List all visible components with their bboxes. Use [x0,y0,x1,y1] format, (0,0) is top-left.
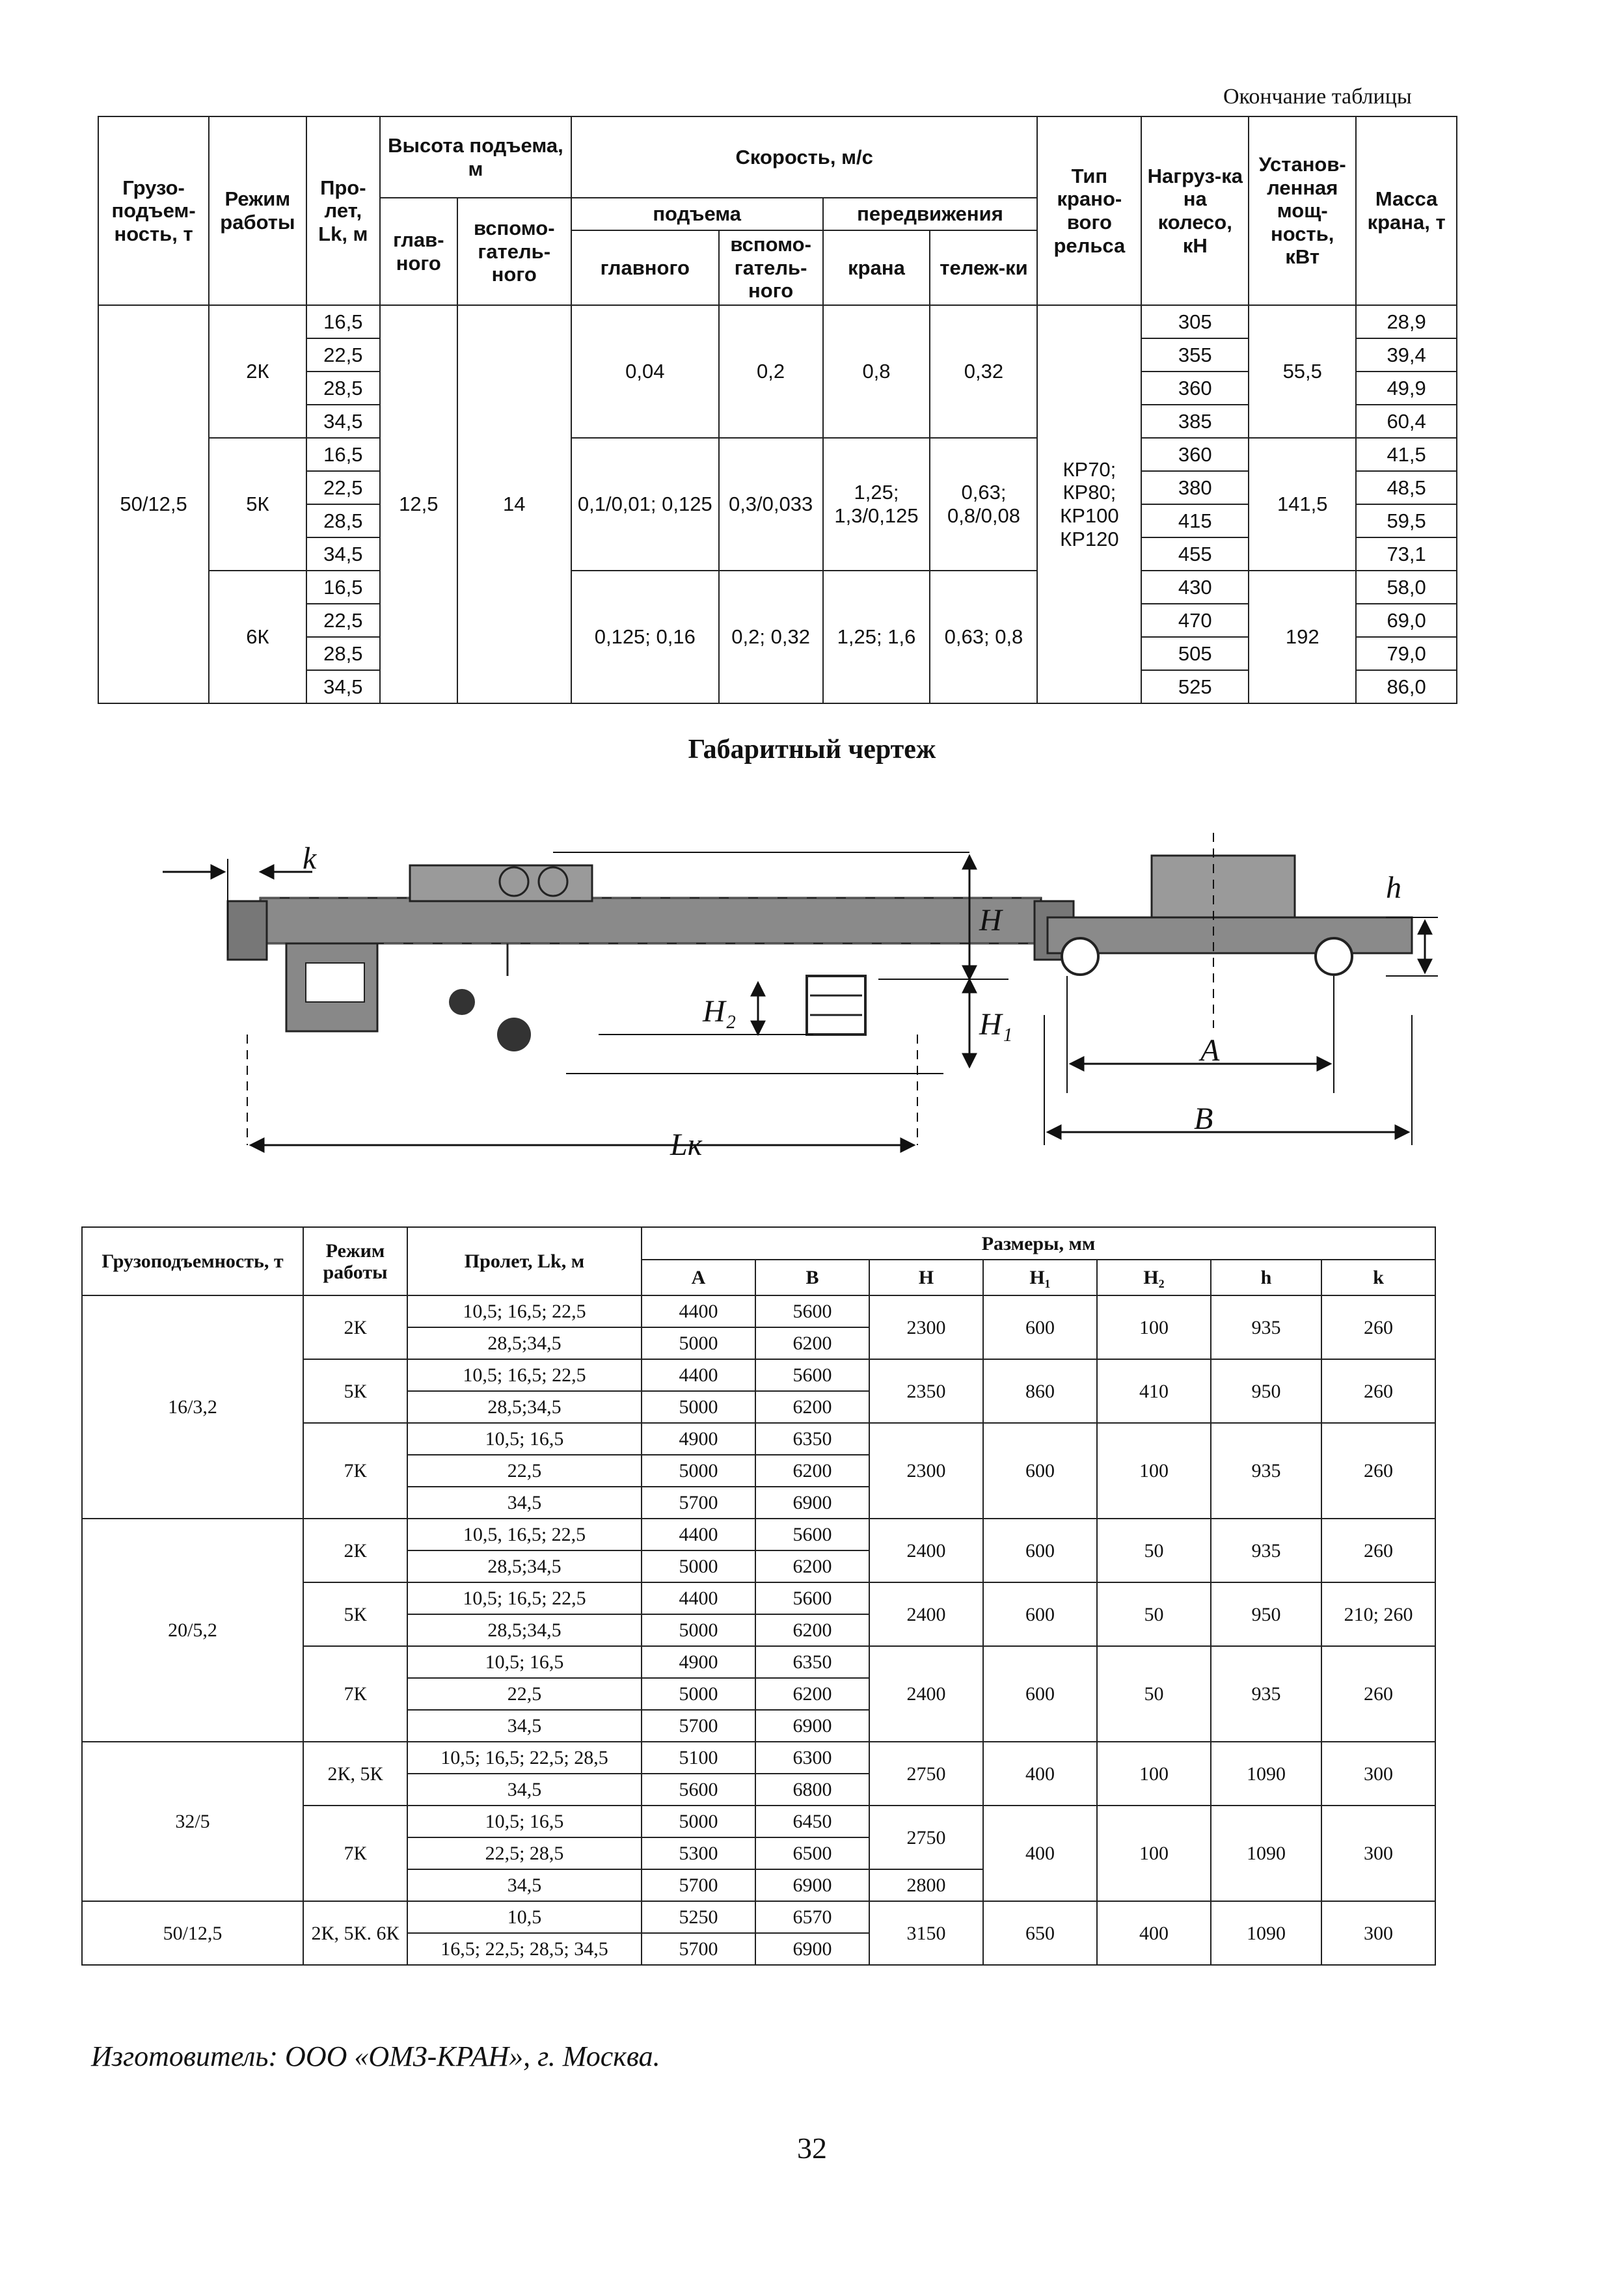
th2-capacity: Грузоподъемность, т [82,1227,303,1295]
th-power: Установ-ленная мощ-ность, кВт [1249,116,1356,305]
cell2-span: 22,5; 28,5 [407,1837,642,1869]
cell2-h: 935 [1211,1646,1321,1742]
cell2-span: 34,5 [407,1869,642,1901]
manufacturer-note: Изготовитель: ООО «ОМЗ-КРАН», г. Москва. [91,2040,660,2072]
table-continuation-caption: Окончание таблицы [1223,85,1412,109]
th-rail: Тип крано-вого рельса [1037,116,1141,305]
cell-span: 28,5 [306,372,380,405]
cell2-B: 6800 [755,1774,869,1806]
cell-span: 28,5 [306,504,380,537]
cell-mode: 6К [209,571,306,703]
cell2-capacity: 20/5,2 [82,1519,303,1742]
cell-load: 385 [1141,405,1249,438]
th-travel-group: передвижения [823,198,1038,230]
cell2-H: 2750 [869,1742,983,1806]
th-height-main: глав-ного [380,198,457,305]
cell2-k: 300 [1321,1901,1435,1965]
cell-height-aux: 14 [457,305,571,703]
cell2-span: 34,5 [407,1487,642,1519]
cell2-B: 6200 [755,1550,869,1582]
cell2-A: 5700 [642,1869,755,1901]
cell-span: 16,5 [306,305,380,338]
cell2-H: 2750 [869,1806,983,1869]
cell-mass: 49,9 [1356,372,1457,405]
cell2-capacity: 50/12,5 [82,1901,303,1965]
cell2-H1: 600 [983,1423,1097,1519]
cell2-capacity: 32/5 [82,1742,303,1901]
cell-load: 380 [1141,471,1249,504]
cell2-A: 5000 [642,1327,755,1359]
cell2-B: 5600 [755,1359,869,1391]
cell2-A: 5000 [642,1614,755,1646]
cell-load: 415 [1141,504,1249,537]
cell2-H: 2400 [869,1646,983,1742]
cell-load: 305 [1141,305,1249,338]
th-load: Нагруз-ка на колесо, кН [1141,116,1249,305]
cell2-k: 260 [1321,1423,1435,1519]
cell2-A: 5100 [642,1742,755,1774]
cell2-H1: 860 [983,1359,1097,1423]
cell2-span: 22,5 [407,1455,642,1487]
cell2-H: 2400 [869,1519,983,1582]
cell-span: 28,5 [306,637,380,670]
crane-side-view [228,865,1074,1051]
label-B: B [1194,1102,1213,1136]
cell2-A: 5000 [642,1455,755,1487]
cell2-h: 935 [1211,1295,1321,1359]
th2-h: h [1211,1260,1321,1295]
cell2-k: 260 [1321,1646,1435,1742]
cell2-span: 10,5; 16,5; 22,5 [407,1582,642,1614]
cell2-k: 300 [1321,1806,1435,1901]
cell-span: 34,5 [306,405,380,438]
cell2-B: 6350 [755,1423,869,1455]
cell2-A: 5000 [642,1678,755,1710]
cell2-H: 2350 [869,1359,983,1423]
cell-lift-main: 0,04 [571,305,719,438]
cell2-span: 16,5; 22,5; 28,5; 34,5 [407,1933,642,1965]
cell2-B: 6500 [755,1837,869,1869]
cell2-B: 6450 [755,1806,869,1837]
cell2-h: 935 [1211,1519,1321,1582]
cell2-H1: 600 [983,1519,1097,1582]
cell-lift-aux: 0,3/0,033 [719,438,823,571]
cell2-H2: 50 [1097,1646,1211,1742]
cell2-A: 4400 [642,1519,755,1550]
cell2-A: 4400 [642,1582,755,1614]
th-span: Про-лет, Lk, м [306,116,380,305]
cell-lift-aux: 0,2; 0,32 [719,571,823,703]
th-capacity: Грузо-подъем-ность, т [98,116,209,305]
cell2-h: 950 [1211,1582,1321,1646]
cell-span: 22,5 [306,338,380,372]
cell-lift-main: 0,1/0,01; 0,125 [571,438,719,571]
th-mass: Масса крана, т [1356,116,1457,305]
dimension-drawing [163,820,1464,1184]
cell2-B: 5600 [755,1295,869,1327]
crane-end-view [1048,833,1412,1028]
cell-span: 22,5 [306,471,380,504]
cell2-B: 5600 [755,1582,869,1614]
th2-H: H [869,1260,983,1295]
cell2-H: 2300 [869,1295,983,1359]
cell2-A: 4900 [642,1423,755,1455]
cell-span: 22,5 [306,604,380,637]
cell2-B: 6200 [755,1614,869,1646]
cell2-span: 10,5; 16,5 [407,1646,642,1678]
cell-capacity: 50/12,5 [98,305,209,703]
cell-travel-crane: 1,25; 1,6 [823,571,930,703]
cell-mass: 86,0 [1356,670,1457,703]
cell2-A: 4400 [642,1295,755,1327]
cell2-H2: 410 [1097,1359,1211,1423]
cell-load: 355 [1141,338,1249,372]
cell-mode: 2К [209,305,306,438]
cell-height-main: 12,5 [380,305,457,703]
cell2-B: 6200 [755,1327,869,1359]
cell2-A: 4900 [642,1646,755,1678]
cell-lift-main: 0,125; 0,16 [571,571,719,703]
th2-span: Пролет, Lk, м [407,1227,642,1295]
cell2-A: 5700 [642,1933,755,1965]
cell-load: 430 [1141,571,1249,604]
cell-rail: КР70; КР80; КР100 КР120 [1037,305,1141,703]
cell2-mode: 5К [303,1359,407,1423]
label-A: A [1200,1033,1220,1068]
drawing-title: Габаритный чертеж [688,735,936,765]
cell-mass: 79,0 [1356,637,1457,670]
cell-travel-crane: 1,25; 1,3/0,125 [823,438,930,571]
cell2-span: 10,5; 16,5 [407,1806,642,1837]
cell2-A: 5250 [642,1901,755,1933]
cell-travel-trolley: 0,32 [930,305,1037,438]
cell-span: 16,5 [306,571,380,604]
cell2-span: 10,5, 16,5; 22,5 [407,1519,642,1550]
cell-travel-crane: 0,8 [823,305,930,438]
cell2-mode: 2К [303,1519,407,1582]
th-height-aux: вспомо-гатель-ного [457,198,571,305]
cell-mass: 58,0 [1356,571,1457,604]
cell-mode: 5К [209,438,306,571]
th2-mode: Режим работы [303,1227,407,1295]
cell2-H2: 100 [1097,1742,1211,1806]
dimensions-table [81,1226,1436,1966]
cell2-span: 22,5 [407,1678,642,1710]
cell2-span: 10,5 [407,1901,642,1933]
th2-B: B [755,1260,869,1295]
label-H2: H₂ [703,994,737,1029]
cell-load: 360 [1141,372,1249,405]
cell2-mode: 7К [303,1646,407,1742]
cell-load: 525 [1141,670,1249,703]
cell2-B: 6350 [755,1646,869,1678]
cell2-H1: 400 [983,1806,1097,1901]
cell2-B: 6570 [755,1901,869,1933]
cell2-H2: 100 [1097,1295,1211,1359]
cell2-mode: 2К [303,1295,407,1359]
cell2-mode: 5К [303,1582,407,1646]
cell2-H2: 50 [1097,1519,1211,1582]
th-speed-group: Скорость, м/с [571,116,1038,198]
label-H1: H₁ [979,1007,1013,1042]
cell2-k: 210; 260 [1321,1582,1435,1646]
cell2-H1: 600 [983,1646,1097,1742]
cell-mass: 48,5 [1356,471,1457,504]
cell-span: 34,5 [306,537,380,571]
cell-mass: 39,4 [1356,338,1457,372]
th-height-group: Высота подъема, м [380,116,571,198]
cell2-A: 5600 [642,1774,755,1806]
cell-travel-trolley: 0,63; 0,8/0,08 [930,438,1037,571]
th-lift-main: главного [571,230,719,305]
cell2-B: 6200 [755,1455,869,1487]
cell2-H1: 600 [983,1295,1097,1359]
cell2-B: 5600 [755,1519,869,1550]
cell2-H1: 400 [983,1742,1097,1806]
cell-load: 505 [1141,637,1249,670]
cell2-H: 2800 [869,1869,983,1901]
cell2-k: 260 [1321,1519,1435,1582]
cell-travel-trolley: 0,63; 0,8 [930,571,1037,703]
cell2-H1: 600 [983,1582,1097,1646]
cell-span: 34,5 [306,670,380,703]
cell2-span: 34,5 [407,1710,642,1742]
label-H: H [979,903,1002,938]
cell2-B: 6200 [755,1391,869,1423]
cell2-B: 6900 [755,1710,869,1742]
label-Lk: Lк [670,1128,703,1162]
th2-H1: H₁ [983,1260,1097,1295]
th2-k: k [1321,1260,1435,1295]
cell2-H2: 50 [1097,1582,1211,1646]
cell-power: 192 [1249,571,1356,703]
cell2-mode: 7К [303,1423,407,1519]
cell2-H: 2300 [869,1423,983,1519]
cell2-h: 950 [1211,1359,1321,1423]
cell2-span: 10,5; 16,5; 22,5 [407,1359,642,1391]
cell-mass: 59,5 [1356,504,1457,537]
cell-mass: 69,0 [1356,604,1457,637]
cell2-B: 6300 [755,1742,869,1774]
th2-dims: Размеры, мм [642,1227,1435,1260]
cell2-span: 28,5;34,5 [407,1614,642,1646]
cell2-span: 10,5; 16,5 [407,1423,642,1455]
cell2-A: 4400 [642,1359,755,1391]
cell-mass: 41,5 [1356,438,1457,471]
th-mode: Режим работы [209,116,306,305]
label-h: h [1386,871,1401,905]
cell2-span: 10,5; 16,5; 22,5 [407,1295,642,1327]
cell-lift-aux: 0,2 [719,305,823,438]
cell2-A: 5700 [642,1487,755,1519]
cell2-A: 5000 [642,1391,755,1423]
cell2-A: 5000 [642,1806,755,1837]
cell2-span: 28,5;34,5 [407,1391,642,1423]
th2-A: A [642,1260,755,1295]
cell-power: 141,5 [1249,438,1356,571]
th2-H2: H₂ [1097,1260,1211,1295]
cell2-h: 1090 [1211,1742,1321,1806]
cell2-span: 28,5;34,5 [407,1550,642,1582]
cell2-mode: 2К, 5К [303,1742,407,1806]
th-travel-crane: крана [823,230,930,305]
cell-mass: 60,4 [1356,405,1457,438]
page-number: 32 [797,2131,827,2165]
cell2-capacity: 16/3,2 [82,1295,303,1519]
cell2-A: 5700 [642,1710,755,1742]
th-lift-aux: вспомо-гатель-ного [719,230,823,305]
cell-load: 360 [1141,438,1249,471]
th-lift-group: подъема [571,198,823,230]
cell2-span: 34,5 [407,1774,642,1806]
cell2-k: 260 [1321,1359,1435,1423]
cell2-h: 1090 [1211,1901,1321,1965]
cell-load: 470 [1141,604,1249,637]
cell2-H1: 650 [983,1901,1097,1965]
cell2-A: 5300 [642,1837,755,1869]
cell2-span: 10,5; 16,5; 22,5; 28,5 [407,1742,642,1774]
cell2-k: 260 [1321,1295,1435,1359]
crane-specs-table [98,116,1457,704]
cell2-mode: 2К, 5К. 6К [303,1901,407,1965]
cell2-B: 6900 [755,1933,869,1965]
cell2-h: 935 [1211,1423,1321,1519]
cell2-span: 28,5;34,5 [407,1327,642,1359]
cell-mass: 73,1 [1356,537,1457,571]
cell-span: 16,5 [306,438,380,471]
cell2-H2: 100 [1097,1423,1211,1519]
cell2-B: 6900 [755,1869,869,1901]
cell-mass: 28,9 [1356,305,1457,338]
cell2-H: 3150 [869,1901,983,1965]
label-k: k [303,841,317,876]
cell2-k: 300 [1321,1742,1435,1806]
th-travel-trolley: тележ-ки [930,230,1037,305]
cell2-H2: 400 [1097,1901,1211,1965]
cell2-mode: 7К [303,1806,407,1901]
cell2-h: 1090 [1211,1806,1321,1901]
cell-power: 55,5 [1249,305,1356,438]
cell2-B: 6900 [755,1487,869,1519]
cell2-B: 6200 [755,1678,869,1710]
cell-load: 455 [1141,537,1249,571]
cell2-H2: 100 [1097,1806,1211,1901]
cell2-H: 2400 [869,1582,983,1646]
cell2-A: 5000 [642,1550,755,1582]
